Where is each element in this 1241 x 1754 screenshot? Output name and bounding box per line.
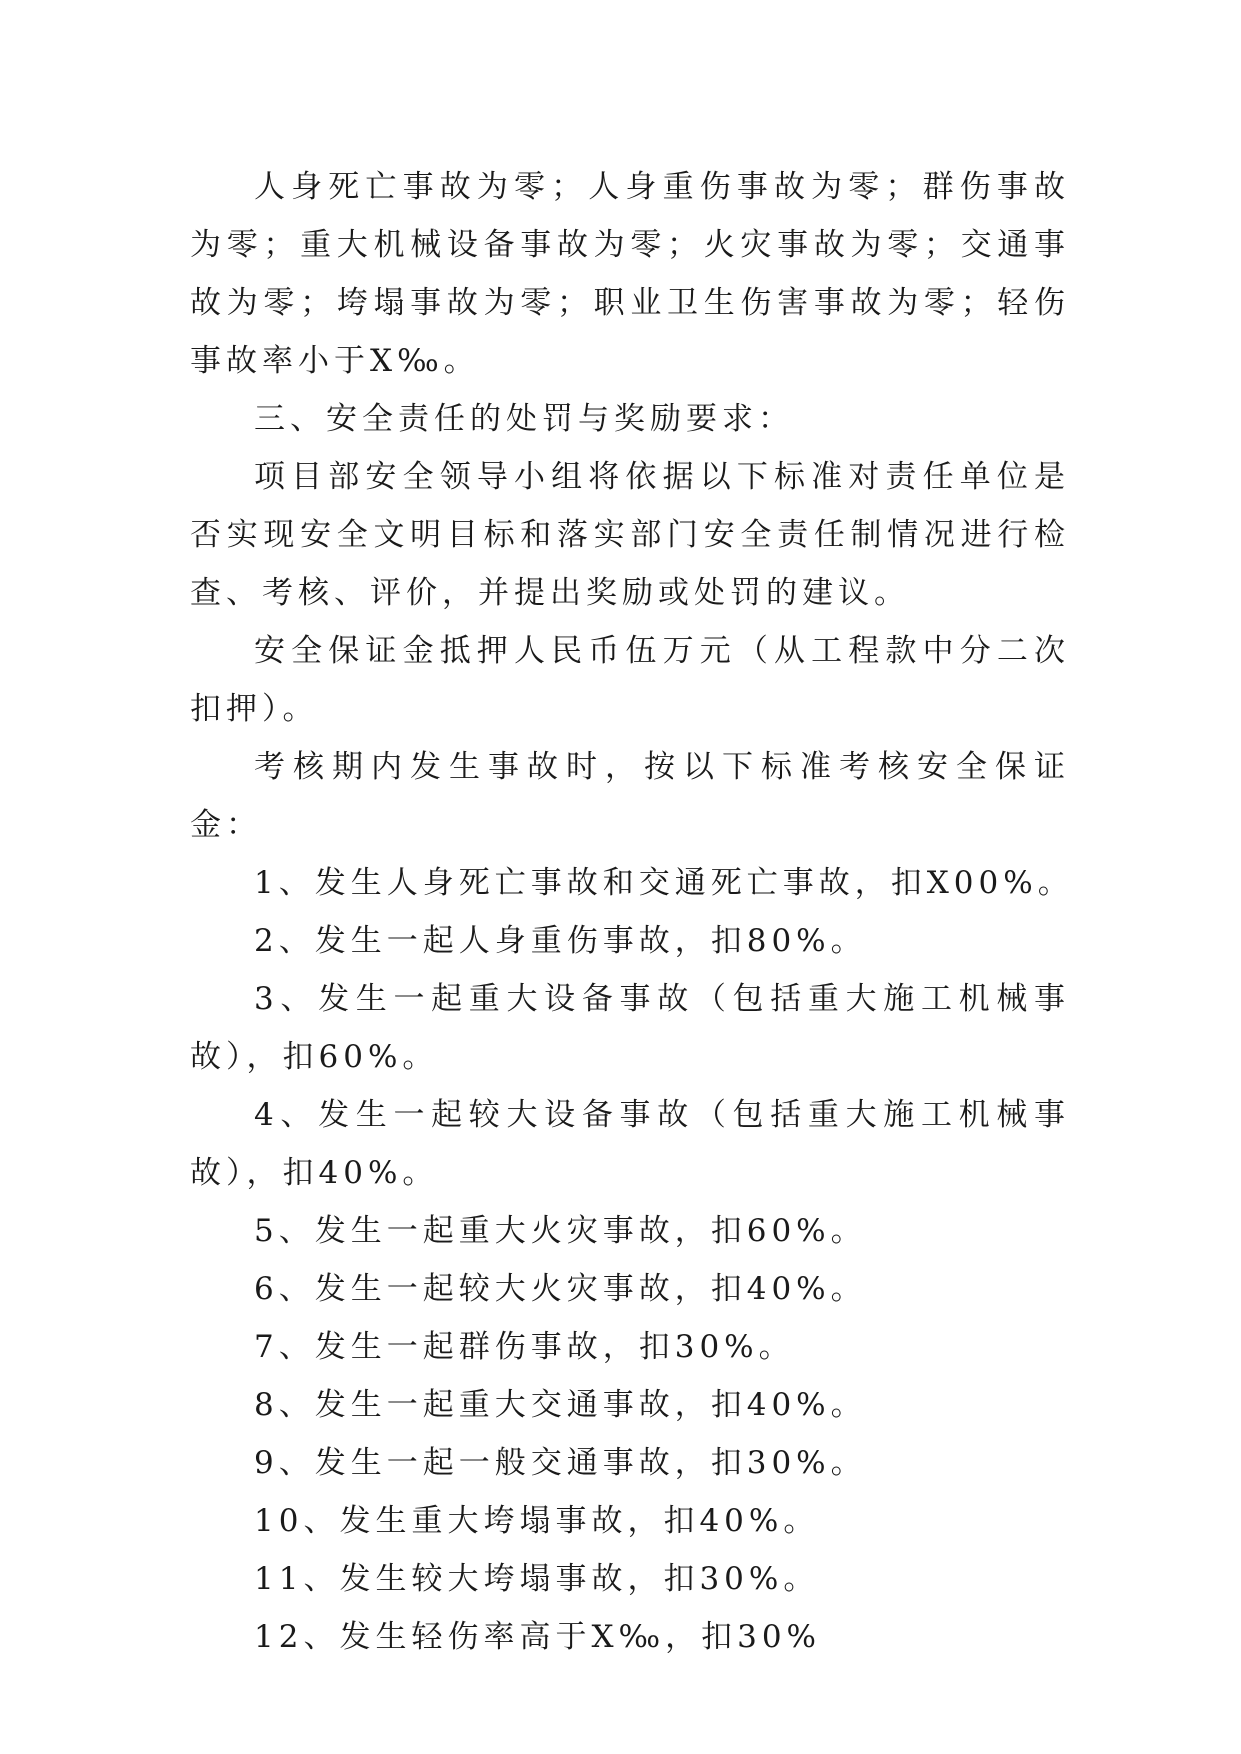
penalty-item-4: 4、发生一起较大设备事故（包括重大施工机械事故），扣40%。 — [190, 1097, 1070, 1191]
penalty-item-10: 10、发生重大垮塌事故，扣40%。 — [254, 1503, 820, 1539]
penalty-item-1: 1、发生人身死亡事故和交通死亡事故，扣X00%。 — [254, 865, 1074, 901]
section-heading-penalties-rewards: 三、安全责任的处罚与奖励要求： — [254, 401, 794, 437]
penalty-item-7: 7、发生一起群伤事故，扣30%。 — [254, 1329, 795, 1365]
penalty-item-12: 12、发生轻伤率高于X‰，扣30% — [254, 1619, 822, 1655]
penalty-item-5: 5、发生一起重大火灾事故，扣60%。 — [254, 1213, 867, 1249]
document-body — [190, 158, 1074, 1666]
safety-targets-paragraph: 人身死亡事故为零；人身重伤事故为零；群伤事故为零；重大机械设备事故为零；火灾事故为零；交通事故为零；垮塌事故为零；职业卫生伤害事故为零；轻伤事故率小于X‰。 — [190, 169, 1070, 379]
penalty-item-3: 3、发生一起重大设备事故（包括重大施工机械事故），扣60%。 — [190, 981, 1070, 1075]
deposit-paragraph: 安全保证金抵押人民币伍万元（从工程款中分二次扣押）。 — [190, 633, 1070, 727]
penalty-item-8: 8、发生一起重大交通事故，扣40%。 — [254, 1387, 867, 1423]
inspection-paragraph: 项目部安全领导小组将依据以下标准对责任单位是否实现安全文明目标和落实部门安全责任制情况进行检查、考核、评价，并提出奖励或处罚的建议。 — [190, 459, 1070, 611]
penalty-item-2: 2、发生一起人身重伤事故，扣80%。 — [254, 923, 867, 959]
penalty-item-11: 11、发生较大垮塌事故，扣30%。 — [254, 1561, 820, 1597]
penalty-item-9: 9、发生一起一般交通事故，扣30%。 — [254, 1445, 867, 1481]
assessment-intro-paragraph: 考核期内发生事故时，按以下标准考核安全保证金： — [190, 749, 1070, 843]
penalty-item-6: 6、发生一起较大火灾事故，扣40%。 — [254, 1271, 867, 1307]
